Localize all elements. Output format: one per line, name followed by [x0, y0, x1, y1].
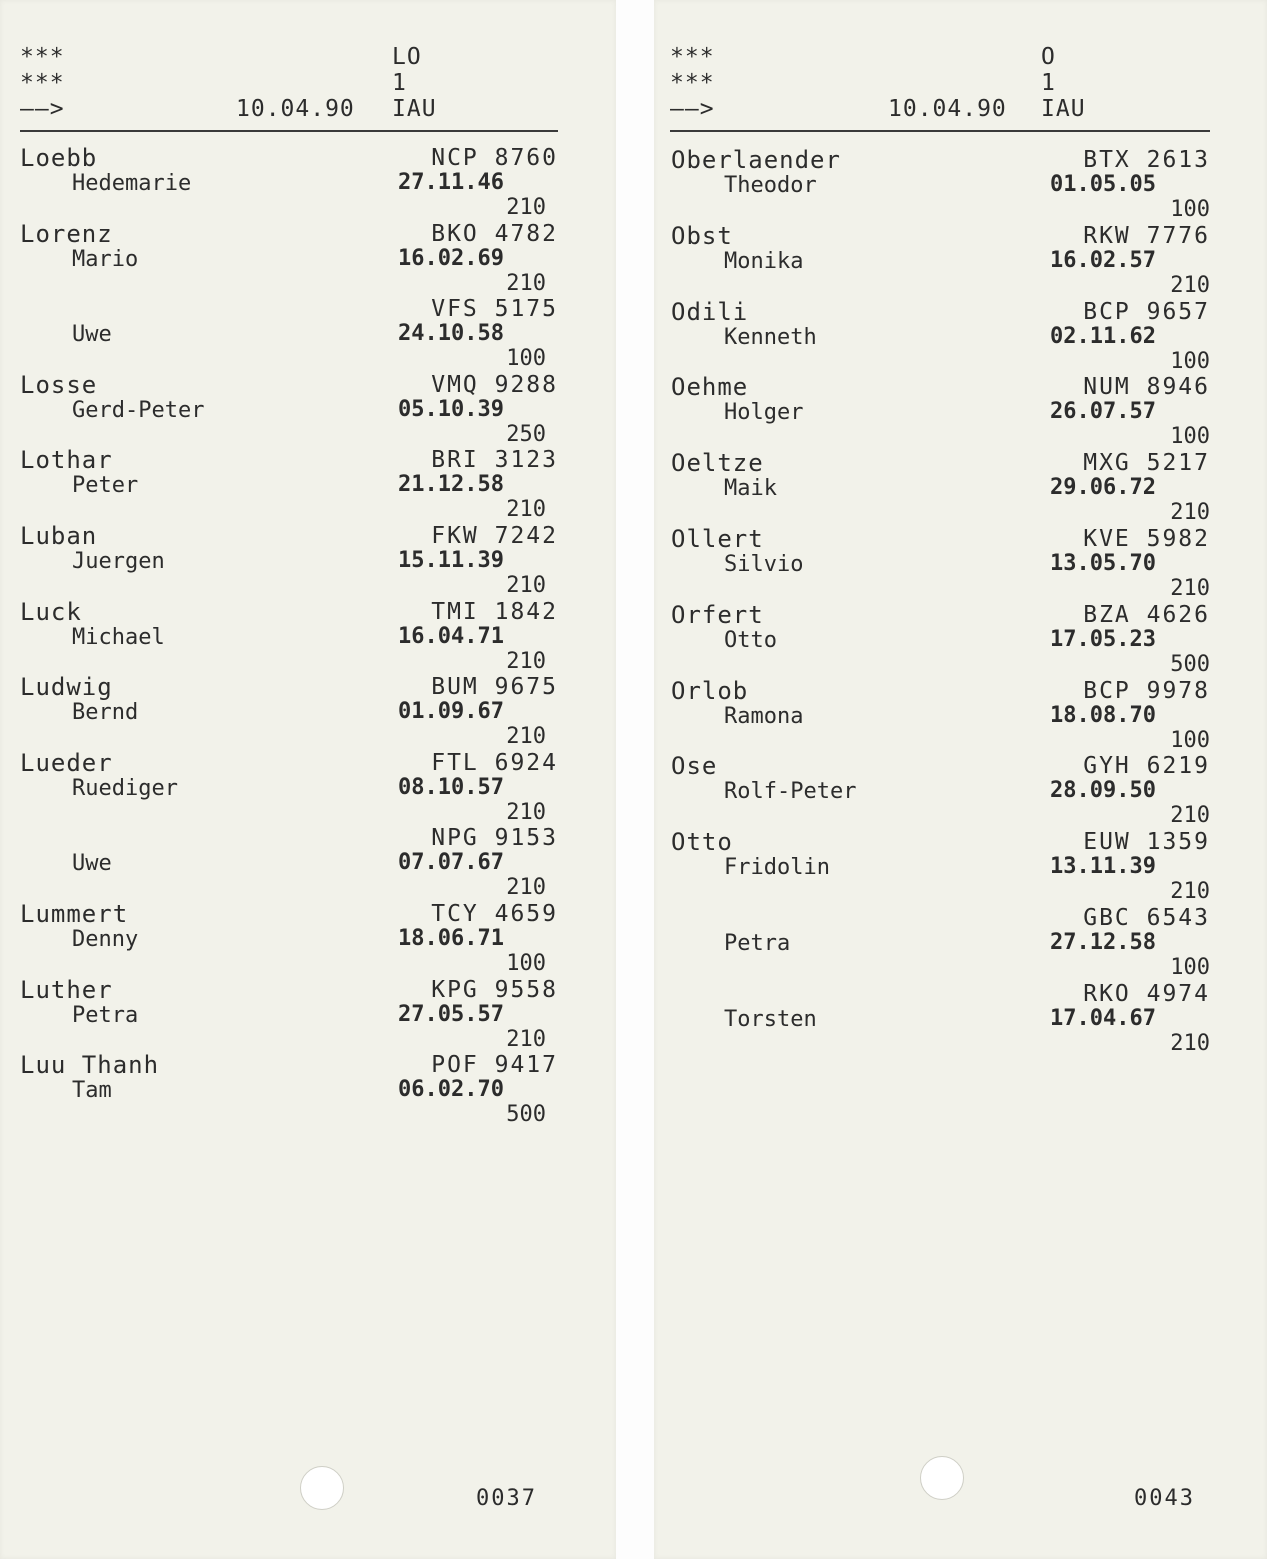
entry-number: 100	[1170, 197, 1210, 222]
entry-surname: Luther	[20, 975, 113, 1004]
entry-dob: 05.10.39	[398, 396, 504, 422]
entry-dob: 16.04.71	[398, 623, 504, 649]
entry-number: 500	[506, 1102, 546, 1128]
entry-code: VFS 5175	[431, 296, 558, 323]
entry-number: 210	[1170, 1030, 1210, 1056]
left-sheet	[0, 0, 616, 1559]
header-volume: 1	[1041, 70, 1056, 96]
header-rule	[20, 130, 558, 132]
entry-surname: Lorenz	[20, 219, 113, 248]
entry-firstname: Petra	[72, 1002, 139, 1028]
entry-surname: Lummert	[20, 900, 129, 928]
entry-code: BCP 9978	[1083, 677, 1210, 704]
entry-code: BCP 9657	[1083, 298, 1210, 325]
entry-firstname: Juergen	[72, 549, 165, 574]
entry-firstname: Holger	[724, 400, 804, 426]
entry-number: 210	[506, 270, 546, 296]
entry-code: BUM 9675	[431, 674, 558, 701]
entry-surname: Loebb	[20, 144, 98, 172]
entry-dob: 17.04.67	[1050, 1005, 1156, 1031]
entry-dob: 08.10.57	[398, 774, 504, 800]
entry-dob: 27.05.57	[398, 1001, 504, 1027]
entry-number: 210	[506, 799, 546, 825]
entry-number: 500	[1170, 651, 1210, 677]
entry-firstname: Michael	[72, 624, 165, 650]
header-stars-1: ***	[20, 44, 65, 70]
entry-firstname: Mario	[72, 246, 139, 272]
entry-number: 210	[1170, 879, 1210, 905]
entry-dob: 24.10.58	[398, 321, 504, 347]
entry-code: EUW 1359	[1083, 829, 1210, 856]
entry-number: 210	[1170, 576, 1210, 601]
entry-number: 210	[506, 648, 546, 674]
entry-firstname: Monika	[724, 248, 804, 274]
entry-firstname: Hedemarie	[72, 171, 192, 196]
entry-dob: 13.11.39	[1050, 854, 1156, 880]
entry-number: 100	[506, 346, 546, 372]
entry-firstname: Peter	[72, 473, 139, 499]
entry-code: RKO 4974	[1083, 980, 1210, 1007]
header-rule	[670, 130, 1210, 132]
entry-firstname: Petra	[724, 931, 791, 956]
punch-hole	[300, 1466, 344, 1510]
entry-number: 210	[1170, 272, 1210, 298]
entry-dob: 06.02.70	[398, 1077, 504, 1103]
entry-firstname: Kenneth	[724, 324, 817, 350]
entry-number: 210	[506, 195, 546, 220]
header-range: LO	[392, 44, 422, 70]
entry-surname: Ludwig	[20, 673, 113, 702]
entry-dob: 27.12.58	[1050, 930, 1156, 955]
entry-dob: 01.05.05	[1050, 172, 1156, 197]
entry-dob: 26.07.57	[1050, 399, 1156, 425]
header-arrow: ——>	[20, 96, 65, 122]
entry-number: 250	[506, 421, 546, 447]
entry-code: GBC 6543	[1083, 905, 1210, 931]
entry-number: 100	[1170, 424, 1210, 450]
entry-surname: Ose	[671, 752, 718, 781]
entry-firstname: Tam	[72, 1078, 112, 1104]
entry-surname: Losse	[20, 370, 98, 399]
header-code: IAU	[1041, 96, 1086, 122]
entry-dob: 16.02.69	[398, 245, 504, 271]
entry-number: 210	[506, 573, 546, 598]
entry-surname: Orfert	[671, 600, 764, 629]
entry-surname: Otto	[671, 828, 733, 857]
entry-dob: 18.06.71	[398, 926, 504, 951]
entry-firstname: Fridolin	[724, 855, 830, 881]
entry-firstname: Ramona	[724, 703, 804, 729]
entry-surname: Lothar	[20, 446, 113, 475]
entry-code: BRI 3123	[431, 447, 558, 474]
entry-code: BKO 4782	[431, 220, 558, 247]
entry-surname: Odili	[671, 297, 749, 326]
entry-code: KVE 5982	[1083, 526, 1210, 552]
entry-surname: Ollert	[671, 525, 764, 553]
sheet-gap	[616, 0, 654, 1559]
entry-code: GYH 6219	[1083, 753, 1210, 780]
entry-dob: 07.07.67	[398, 850, 504, 876]
entry-firstname: Maik	[724, 476, 777, 502]
entry-surname: Luu Thanh	[20, 1051, 160, 1080]
entry-surname: Oeltze	[671, 449, 764, 478]
entry-code: NCP 8760	[431, 145, 558, 171]
entry-number: 210	[506, 1026, 546, 1052]
header-range: O	[1041, 44, 1056, 70]
entry-firstname: Theodor	[724, 173, 817, 198]
entry-number: 210	[1170, 500, 1210, 526]
entry-surname: Lueder	[20, 748, 113, 777]
entry-code: TCY 4659	[431, 901, 558, 927]
entry-code: KPG 9558	[431, 976, 558, 1003]
page-number: 0037	[476, 1486, 537, 1511]
entry-dob: 13.05.70	[1050, 551, 1156, 576]
entry-surname: Orlob	[671, 676, 749, 705]
entry-code: POF 9417	[431, 1052, 558, 1079]
header-code: IAU	[392, 96, 437, 122]
entry-firstname: Uwe	[72, 851, 112, 877]
entry-code: VMQ 9288	[431, 371, 558, 398]
entry-number: 210	[506, 724, 546, 750]
entry-number: 100	[1170, 348, 1210, 374]
entry-firstname: Gerd-Peter	[72, 397, 205, 423]
entry-dob: 01.09.67	[398, 699, 504, 725]
header-stars-2: ***	[20, 70, 65, 96]
entry-code: BTX 2613	[1083, 147, 1210, 173]
entry-number: 100	[1170, 727, 1210, 753]
entry-surname: Oehme	[671, 373, 749, 402]
entry-dob: 28.09.50	[1050, 778, 1156, 804]
entry-number: 210	[1170, 803, 1210, 829]
entry-code: NPG 9153	[431, 825, 558, 852]
entry-firstname: Torsten	[724, 1006, 817, 1032]
entry-firstname: Rolf-Peter	[724, 779, 857, 805]
entry-surname: Luck	[20, 597, 82, 626]
entry-number: 210	[506, 875, 546, 901]
entry-code: TMI 1842	[431, 598, 558, 625]
entry-firstname: Bernd	[72, 700, 139, 726]
entry-dob: 21.12.58	[398, 472, 504, 498]
entry-surname: Obst	[671, 221, 733, 250]
entry-code: RKW 7776	[1083, 222, 1210, 249]
entry-dob: 17.05.23	[1050, 626, 1156, 652]
entry-number: 100	[1170, 955, 1210, 980]
entry-firstname: Ruediger	[72, 775, 178, 801]
right-sheet	[654, 0, 1267, 1559]
entry-code: MXG 5217	[1083, 450, 1210, 477]
punch-hole	[920, 1456, 964, 1500]
entry-code: BZA 4626	[1083, 601, 1210, 628]
header-volume: 1	[392, 70, 407, 96]
entry-firstname: Denny	[72, 927, 139, 952]
entry-firstname: Otto	[724, 627, 777, 653]
header-date: 10.04.90	[236, 96, 355, 122]
entry-dob: 02.11.62	[1050, 323, 1156, 349]
entry-surname: Oberlaender	[671, 146, 841, 174]
header-date: 10.04.90	[888, 96, 1007, 122]
header-stars-2: ***	[670, 70, 715, 96]
entry-dob: 27.11.46	[398, 170, 504, 195]
entry-dob: 15.11.39	[398, 548, 504, 573]
entry-dob: 16.02.57	[1050, 247, 1156, 273]
header-arrow: ——>	[670, 96, 715, 122]
entry-number: 100	[506, 951, 546, 976]
entry-dob: 29.06.72	[1050, 475, 1156, 501]
entry-firstname: Silvio	[724, 552, 804, 577]
entry-dob: 18.08.70	[1050, 702, 1156, 728]
entry-surname: Luban	[20, 522, 98, 550]
entry-code: NUM 8946	[1083, 374, 1210, 401]
header-stars-1: ***	[670, 44, 715, 70]
entry-code: FKW 7242	[431, 523, 558, 549]
entry-firstname: Uwe	[72, 322, 112, 348]
page-number: 0043	[1134, 1486, 1195, 1511]
entry-code: FTL 6924	[431, 749, 558, 776]
entry-number: 210	[506, 497, 546, 523]
